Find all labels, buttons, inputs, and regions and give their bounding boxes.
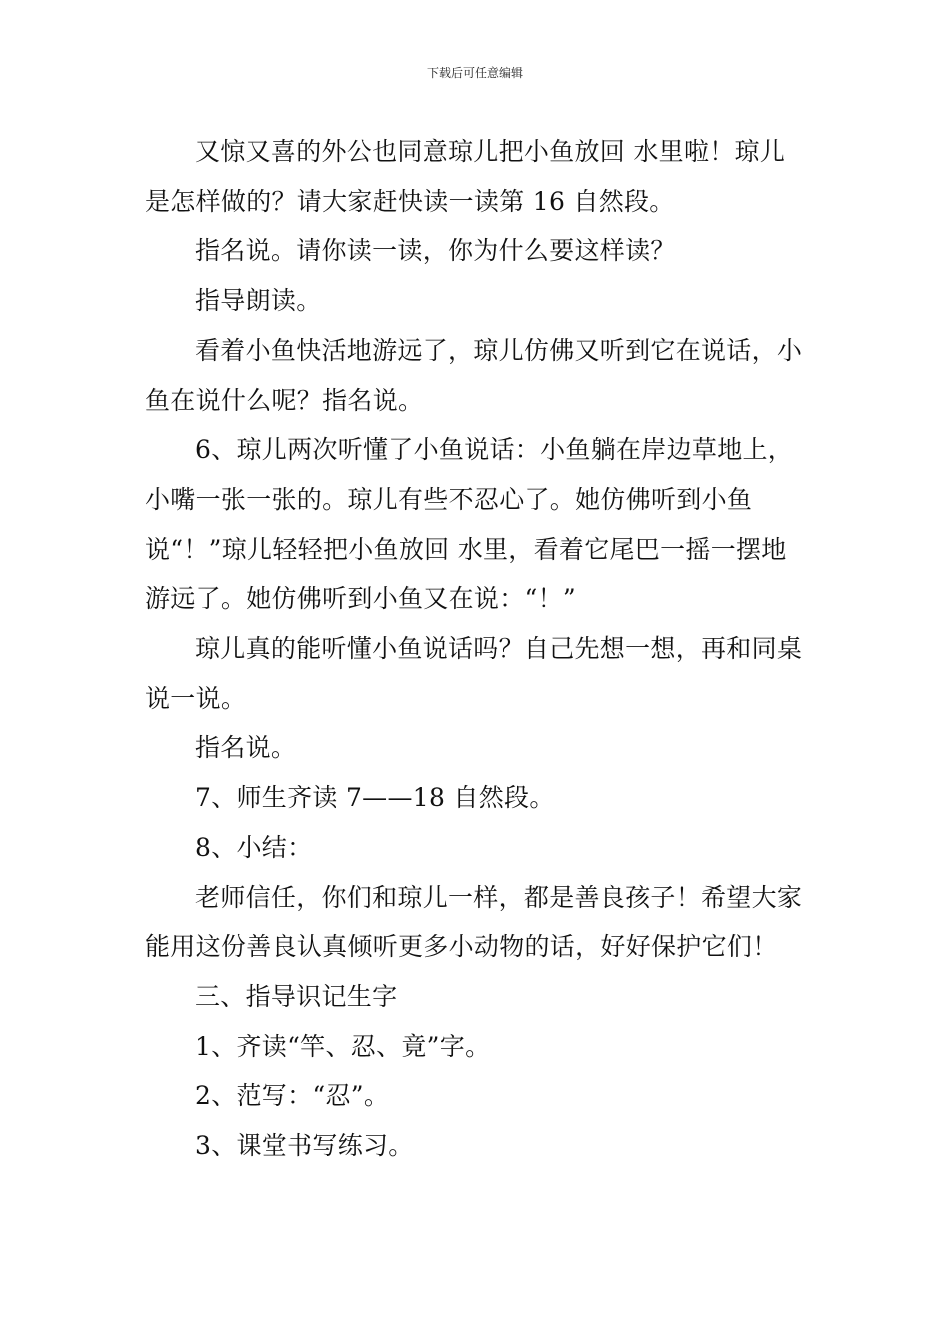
section-heading: 三、指导识记生字	[195, 981, 398, 1011]
paragraph: 2、范写：“忍”。	[195, 1081, 390, 1111]
paragraph: 琼儿真的能听懂小鱼说话吗？自己先想一想，再和同桌说一说。	[145, 634, 803, 713]
paragraph: 3、课堂书写练习。	[195, 1131, 414, 1161]
paragraph: 老师信任，你们和琼儿一样，都是善良孩子！希望大家能用这份善良认真倾听更多小动物的话，好好保护它们！	[145, 882, 803, 962]
paragraph: 看着小鱼快活地游远了，琼儿仿佛又听到它在说话，小鱼在说什么呢？指名说。	[145, 335, 803, 415]
paragraph: 1、齐读“竿、忍、竟”字。	[195, 1031, 491, 1061]
paragraph: 指名说。请你读一读，你为什么要这样读？	[195, 236, 676, 266]
document-body	[145, 127, 810, 1171]
paragraph: 指名说。	[195, 733, 297, 763]
paragraph: 指导朗读。	[195, 286, 322, 316]
paragraph: 8、小结：	[195, 832, 313, 862]
paragraph: 又惊又喜的外公也同意琼儿把小鱼放回 水里啦！琼儿是怎样做的？请大家赶快读一读第 16 自然段。	[145, 137, 786, 216]
page-header-note: 下载后可任意编辑	[426, 66, 523, 80]
paragraph: 6、琼儿两次听懂了小鱼说话：小鱼躺在岸边草地上，小嘴一张一张的。琼儿有些不忍心了。她仿佛听到小鱼说“！”琼儿轻轻把小鱼放回 水里，看着它尾巴一摇一摆地游远了。她仿佛听到小鱼又在说：“！”	[145, 435, 794, 614]
paragraph: 7、师生齐读 7——18 自然段。	[195, 783, 555, 813]
